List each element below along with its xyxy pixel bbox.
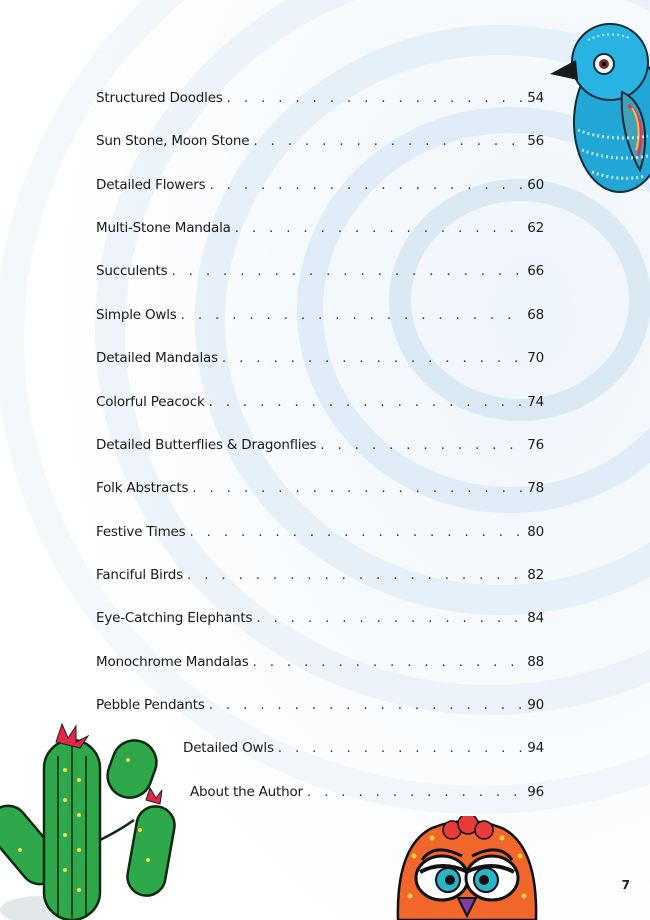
toc-entry-page: 96 [527,784,544,800]
page-number: 7 [621,878,630,892]
toc-leader-dots [192,480,525,496]
toc-entry-page: 74 [527,394,544,410]
toc-entry [96,654,544,676]
toc-entry [96,610,544,632]
toc-entry-page: 56 [527,133,544,149]
toc-leader-dots [256,610,525,626]
toc-leader-dots [222,350,525,366]
toc-leader-dots [189,524,525,540]
toc-entry-title: Sun Stone, Moon Stone [96,133,250,149]
toc-leader-dots [227,90,526,106]
toc-entry-page: 60 [527,177,544,193]
toc-entry-page: 80 [527,524,544,540]
toc-entry-page: 68 [527,307,544,323]
toc-leader-dots [209,394,526,410]
toc-entry-title: Detailed Flowers [96,177,206,193]
toc-entry [96,567,544,589]
toc-leader-dots [253,654,526,670]
toc-entry [96,697,544,719]
toc-entry-page: 70 [527,350,544,366]
toc-entry [96,480,544,502]
toc-entry-title: Succulents [96,263,168,279]
toc-leader-dots [253,133,525,149]
toc-leader-dots [209,177,525,193]
toc-entry-page: 76 [527,437,544,453]
toc-leader-dots [307,784,525,800]
toc-leader-dots [187,567,525,583]
toc-entry [96,437,544,459]
toc-entry [96,394,544,416]
cactus-illustration [0,720,178,920]
toc-entry [96,90,544,112]
toc-entry-title: Festive Times [96,524,186,540]
toc-entry-title: Fanciful Birds [96,567,184,583]
toc-entry-title: Simple Owls [96,307,177,323]
toc-entry-page: 54 [527,90,544,106]
toc-entry-page: 66 [527,263,544,279]
toc-leader-dots [235,220,526,236]
toc-entry-page: 88 [527,654,544,670]
toc-entry-title: Colorful Peacock [96,394,205,410]
toc-entry [96,263,544,285]
toc-entry-page: 94 [527,740,544,756]
toc-entry-title: Pebble Pendants [96,697,205,713]
toc-leader-dots [171,263,525,279]
toc-entry-title: About the Author [190,784,303,800]
toc-entry-title: Detailed Owls [183,740,274,756]
bird-illustration [548,10,650,206]
toc-entry-page: 78 [527,480,544,496]
toc-leader-dots [278,740,525,756]
toc-entry-page: 90 [527,697,544,713]
toc-entry [96,350,544,372]
toc-entry [96,220,544,242]
toc-entry-title: Multi-Stone Mandala [96,220,231,236]
toc-leader-dots [320,437,525,453]
toc-entry-title: Folk Abstracts [96,480,189,496]
toc-entry-title: Detailed Butterflies & Dragonflies [96,437,317,453]
toc-entry-page: 82 [527,567,544,583]
toc-entry-title: Structured Doodles [96,90,223,106]
toc-leader-dots [209,697,526,713]
toc-entry-title: Detailed Mandalas [96,350,218,366]
toc-entry [96,133,544,155]
toc-entry [96,524,544,546]
toc-entry-page: 84 [527,610,544,626]
toc-leader-dots [181,307,526,323]
toc-entry [190,784,544,806]
toc-entry [96,177,544,199]
owl-illustration [392,816,542,920]
toc-entry [96,307,544,329]
toc-entry-title: Eye-Catching Elephants [96,610,253,626]
toc-entry-title: Monochrome Mandalas [96,654,249,670]
toc-entry [183,740,544,762]
toc-entry-page: 62 [527,220,544,236]
